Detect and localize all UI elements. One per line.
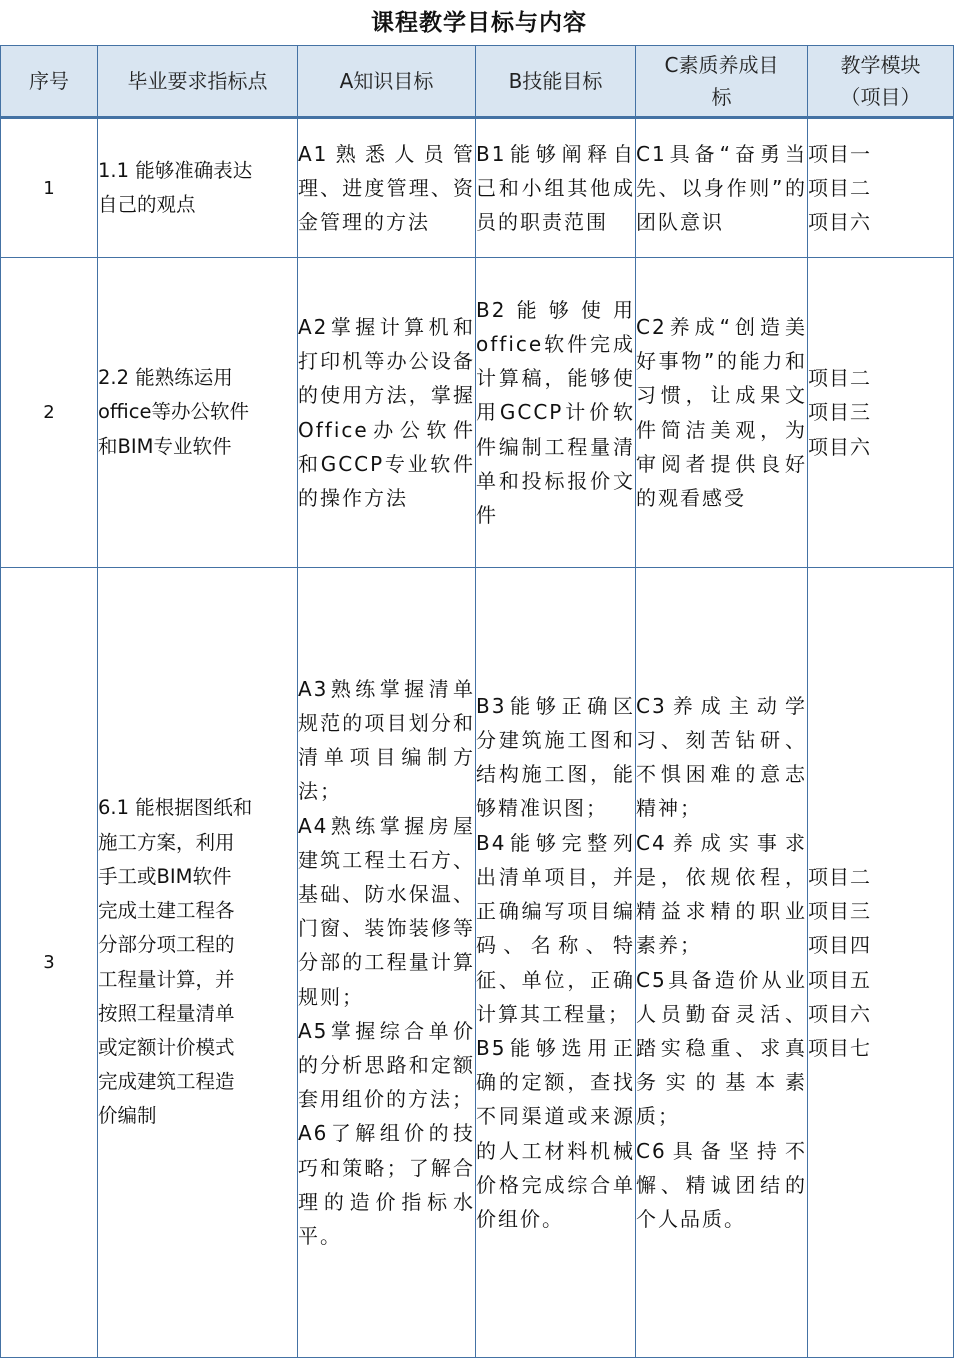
requirement-line: office等办公软件 [98, 400, 250, 424]
requirement-line: 完成土建工程各 [98, 899, 235, 923]
requirement-line: 6.1 能根据图纸和 [98, 796, 253, 820]
module-item: 项目一 [808, 141, 871, 166]
requirement-line: 工程量计算，并 [98, 967, 235, 991]
module-item: 项目六 [808, 434, 871, 459]
header-knowledge-goal: A知识目标 [298, 46, 476, 118]
header-module-line: 教学模块 [840, 53, 921, 77]
module-item: 项目四 [808, 933, 871, 958]
row-modules [808, 258, 954, 568]
quality-item: C4养成实事求是，依规依程，精益求精的职业素养； [636, 830, 807, 958]
row-skill-goal: B1能够阐释自己和小组其他成员的职责范围 [476, 118, 636, 258]
row-modules [808, 118, 954, 258]
row-quality-goal: C2养成“创造美好事物”的能力和习惯，让成果文件简洁美观，为审阅者提供良好的观看感受 [636, 258, 808, 568]
header-seq: 序号 [1, 46, 98, 118]
row-seq: 2 [1, 258, 98, 568]
requirement-line: 或定额计价模式 [98, 1035, 235, 1059]
row-knowledge-goal: A2掌握计算机和打印机等办公设备的使用方法，掌握Office办公软件和GCCP专业软件的操作方法 [298, 258, 476, 568]
header-skill-goal: B技能目标 [476, 46, 636, 118]
knowledge-item: A6了解组价的技巧和策略；了解合理的造价指标水平。 [298, 1121, 475, 1249]
knowledge-item: A3熟练掌握清单规范的项目划分和清单项目编制方法； [298, 676, 475, 804]
skill-item: B5能够选用正确的定额，查找不同渠道或来源的人工材料机械价格完成综合单价组价。 [476, 1035, 635, 1231]
requirement-line: 价编制 [98, 1104, 157, 1128]
table-header-row [1, 46, 954, 118]
requirement-line: 完成建筑工程造 [98, 1070, 235, 1094]
requirement-line: 和BIM专业软件 [98, 434, 232, 458]
skill-item: B3能够正确区分建筑施工图和结构施工图，能够精准识图； [476, 693, 635, 821]
header-quality-line: 标 [711, 85, 732, 109]
table-row [1, 258, 954, 568]
skill-item: B4能够完整列出清单项目，并正确编写项目编码、名称、特征、单位，正确计算其工程量； [476, 830, 635, 1026]
row-quality-goal [636, 568, 808, 1358]
knowledge-item: A5掌握综合单价的分析思路和定额套用组价的方法； [298, 1018, 475, 1112]
header-quality-goal [636, 46, 808, 118]
table-row [1, 118, 954, 258]
course-goals-table [0, 45, 954, 1358]
header-requirement: 毕业要求指标点 [98, 46, 298, 118]
requirement-line: 自己的观点 [98, 193, 196, 216]
knowledge-item: A4熟练掌握房屋建筑工程土石方、基础、防水保温、门窗、装饰装修等分部的工程量计算规则； [298, 813, 475, 1009]
row-knowledge-goal [298, 568, 476, 1358]
row-requirement [98, 568, 298, 1358]
requirement-line: 按照工程量清单 [98, 1001, 235, 1025]
quality-item: C6具备坚持不懈、精诚团结的个人品质。 [636, 1138, 807, 1231]
row-modules [808, 568, 954, 1358]
quality-item: C5具备造价从业人员勤奋灵活、踏实稳重、求真务实的基本素质； [636, 967, 807, 1129]
row-knowledge-goal: A1熟悉人员管理、进度管理、资金管理的方法 [298, 118, 476, 258]
page-title: 课程教学目标与内容 [371, 9, 587, 36]
requirement-line: 手工或BIM软件 [98, 864, 232, 888]
requirement-line: 2.2 能熟练运用 [98, 366, 233, 390]
requirement-line: 施工方案，利用 [98, 830, 235, 854]
row-requirement [98, 118, 298, 258]
module-item: 项目七 [808, 1035, 871, 1060]
module-item: 项目二 [808, 175, 871, 200]
table-row [1, 568, 954, 1358]
module-item: 项目三 [808, 400, 871, 425]
module-item: 项目二 [808, 864, 871, 889]
requirement-line: 1.1 能够准确表达 [98, 158, 253, 182]
header-module-line: （项目） [840, 85, 921, 109]
row-seq: 3 [1, 568, 98, 1358]
header-module [808, 46, 954, 118]
row-requirement [98, 258, 298, 568]
row-skill-goal [476, 568, 636, 1358]
module-item: 项目六 [808, 1001, 871, 1026]
row-quality-goal: C1具备“奋勇当先、以身作则”的团队意识 [636, 118, 808, 258]
module-item: 项目二 [808, 366, 871, 391]
requirement-line: 分部分项工程的 [98, 933, 235, 957]
module-item: 项目三 [808, 899, 871, 924]
module-item: 项目六 [808, 210, 871, 235]
header-quality-line: C素质养成目 [664, 53, 779, 77]
quality-item: C3养成主动学习、刻苦钻研、不惧困难的意志精神； [636, 693, 807, 821]
module-item: 项目五 [808, 967, 871, 992]
row-skill-goal: B2能够使用office软件完成计算稿，能够使用GCCP计价软件编制工程量清单和投标报价文件 [476, 258, 636, 568]
row-seq: 1 [1, 118, 98, 258]
